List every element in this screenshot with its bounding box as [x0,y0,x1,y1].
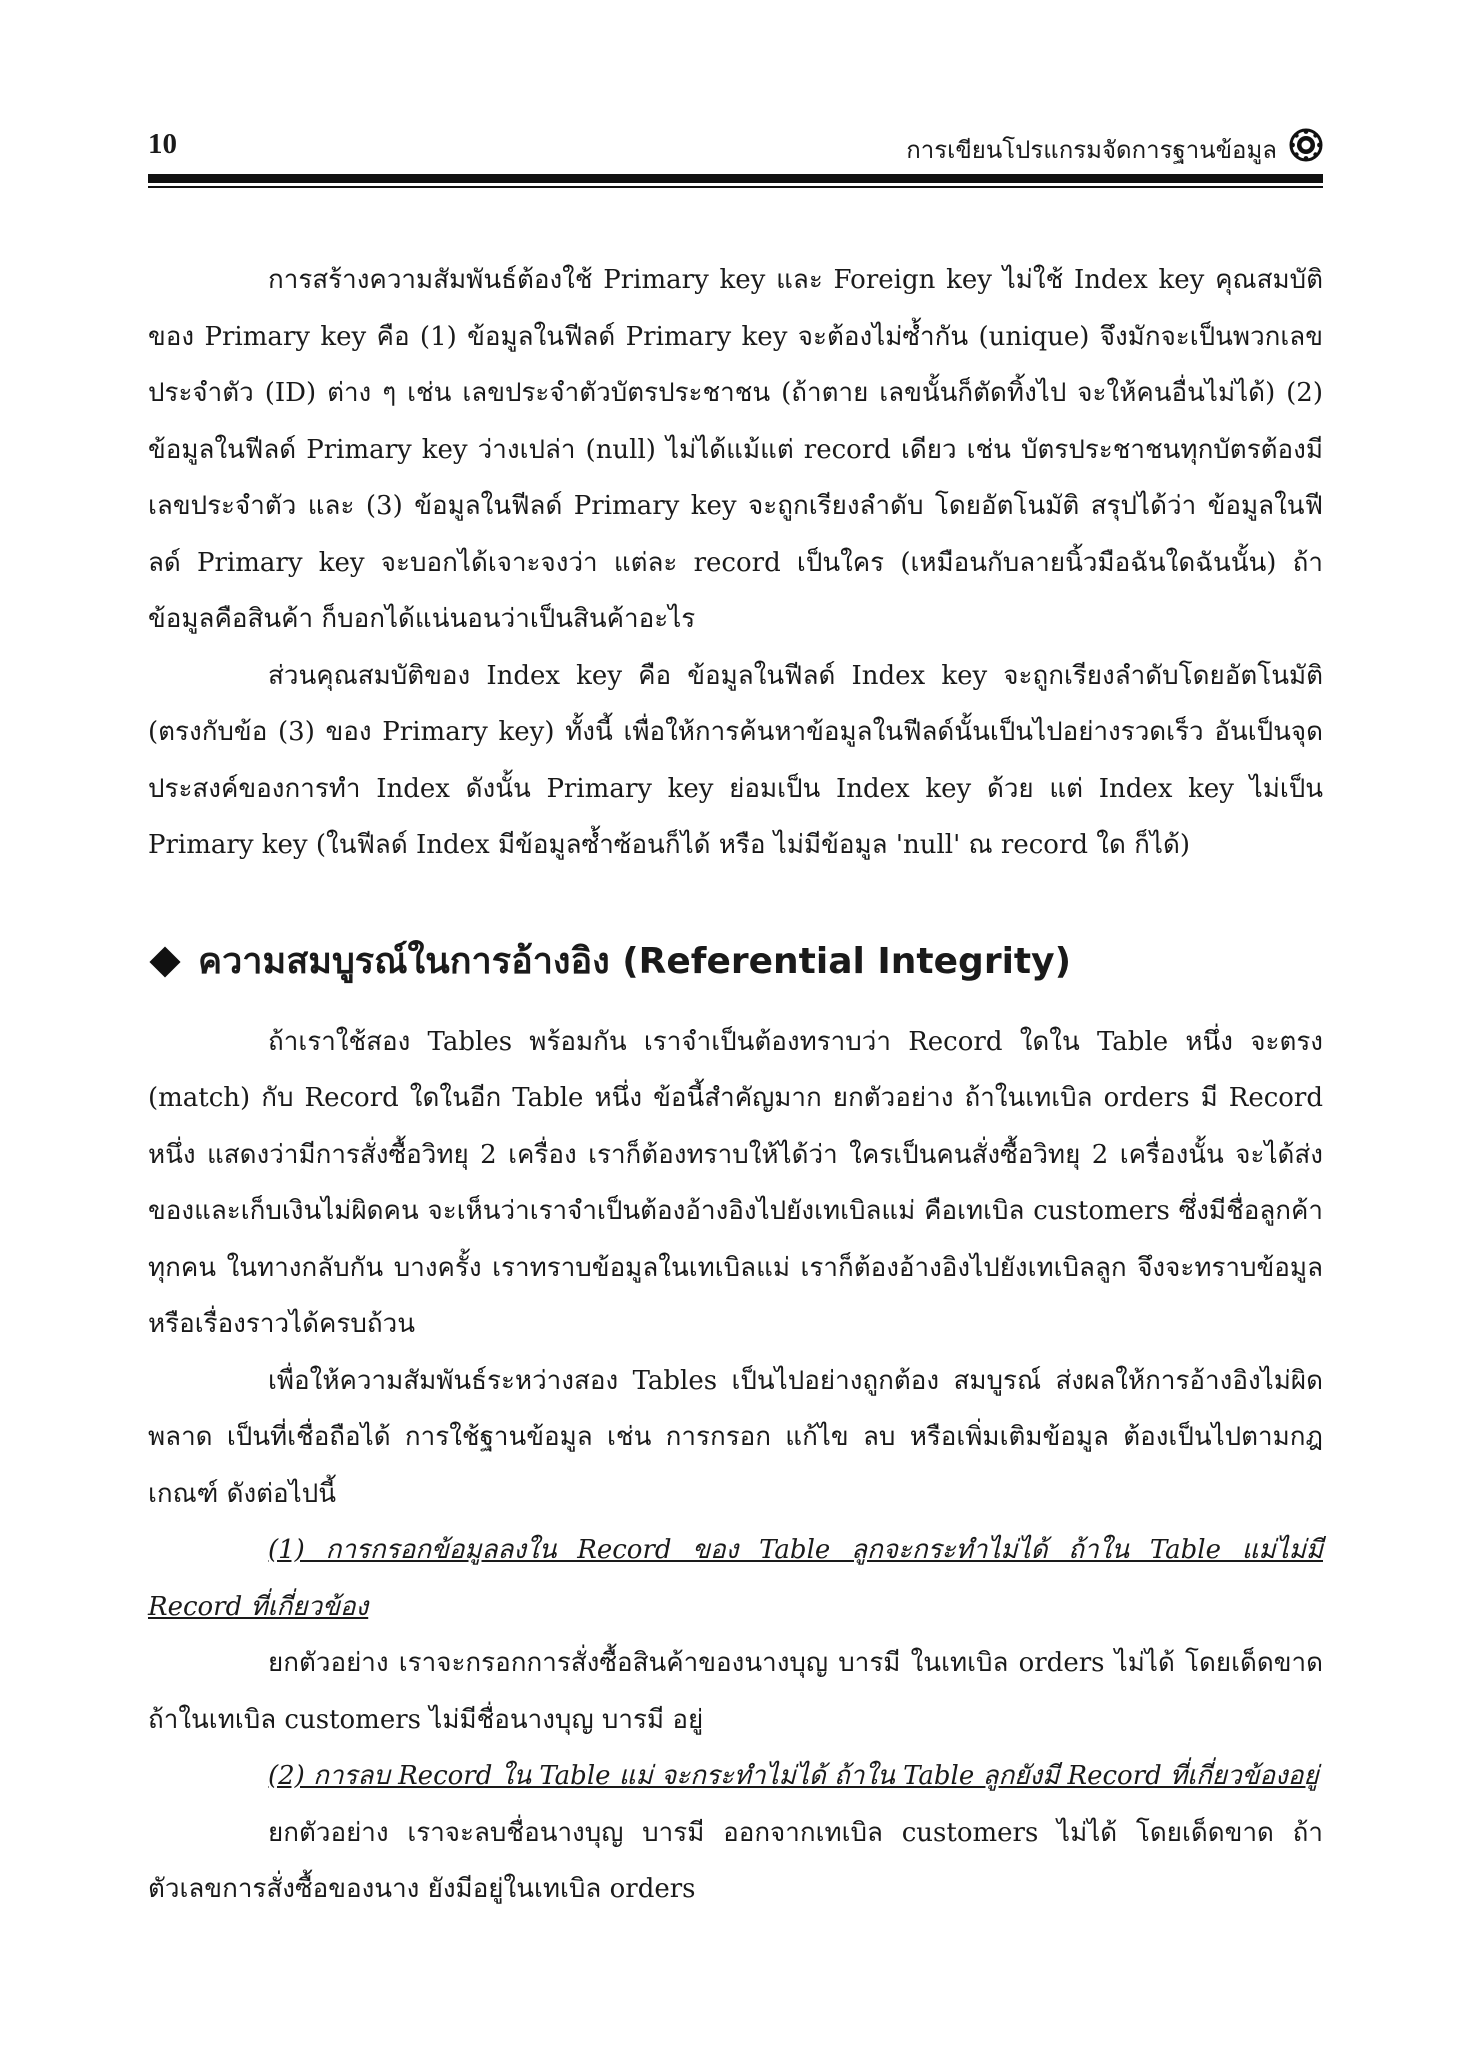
paragraph-referential-intro: ถ้าเราใช้สอง Tables พร้อมกัน เราจำเป็นต้องทราบว่า Record ใดใน Table หนึ่ง จะตรง (match) กับ Record ใดในอีก Table หนึ่ง ข้อนี้สำคัญมาก ยกตัวอย่าง ถ้าในเทเบิล orders มี Record หนึ่ง แสดงว่ามีการสั่งซื้อวิทยุ 2 เครื่อง เราก็ต้องทราบให้ได้ว่า ใครเป็นคนสั่งซื้อวิทยุ 2 เครื่องนั้น จะได้ส่งของและเก็บเงินไม่ผิดคน จะเห็นว่าเราจำเป็นต้องอ้างอิงไปยังเทเบิลแม่ คือเทเบิล customers ซึ่งมีชื่อลูกค้าทุกคน ในทางกลับกัน บางครั้ง เราทราบข้อมูลในเทเบิลแม่ เราก็ต้องอ้างอิงไปยังเทเบิลลูก จึงจะทราบข้อมูล หรือเรื่องราวได้ครบถ้วน [148,1026,1323,1339]
rule-2-example: ยกตัวอย่าง เราจะลบชื่อนางบุญ บารมี ออกจากเทเบิล customers ไม่ได้ โดยเด็ดขาด ถ้าตัวเลขการสั่งซื้อของนาง ยังมีอยู่ในเทเบิล orders [148,1817,1323,1904]
header-rule-thick [148,174,1323,183]
paragraph-rules-intro: เพื่อให้ความสัมพันธ์ระหว่างสอง Tables เป็นไปอย่างถูกต้อง สมบูรณ์ ส่งผลให้การอ้างอิงไม่ผิดพลาด เป็นที่เชื่อถือได้ การใช้ฐานข้อมูล เช่น การกรอก แก้ไข ลบ หรือเพิ่มเติมข้อมูล ต้องเป็นไปตามกฎเกณฑ์ ดังต่อไปนี้ [148,1365,1323,1509]
header-rule-thin [148,186,1323,188]
rule-1: (1) การกรอกข้อมูลลงใน Record ของ Table ลูกจะกระทำไม่ได้ ถ้าใน Table แม่ไม่มี Record ที่เกี่ยวข้อง [148,1535,1323,1622]
rule-1-example: ยกตัวอย่าง เราจะกรอกการสั่งซื้อสินค้าของนางบุญ บารมี ในเทเบิล orders ไม่ได้ โดยเด็ดขาด ถ้าในเทเบิล customers ไม่มีชื่อนางบุญ บารมี อยู่ [148,1648,1323,1735]
diamond-bullet-icon [149,946,180,977]
gear-flower-icon [1289,128,1323,162]
section-heading [148,936,1323,988]
paragraph-index-key: ส่วนคุณสมบัติของ Index key คือ ข้อมูลในฟีลด์ Index key จะถูกเรียงลำดับโดยอัตโนมัติ (ตรงกับข้อ (3) ของ Primary key) ทั้งนี้ เพื่อให้การค้นหาข้อมูลในฟีลด์นั้นเป็นไปอย่างรวดเร็ว อันเป็นจุดประสงค์ของการทำ Index ดังนั้น Primary key ย่อมเป็น Index key ด้วย แต่ Index key ไม่เป็น Primary key (ในฟีลด์ Index มีข้อมูลซ้ำซ้อนก็ได้ หรือ ไม่มีข้อมูล 'null' ณ record ใด ก็ได้) [148,660,1323,860]
paragraph-primary-key: การสร้างความสัมพันธ์ต้องใช้ Primary key และ Foreign key ไม่ใช้ Index key คุณสมบัติของ Primary key คือ (1) ข้อมูลในฟีลด์ Primary key จะต้องไม่ซ้ำกัน (unique) จึงมักจะเป็นพวกเลขประจำตัว (ID) ต่าง ๆ เช่น เลขประจำตัวบัตรประชาชน (ถ้าตาย เลขนั้นก็ตัดทิ้งไป จะให้คนอื่นไม่ได้) (2) ข้อมูลในฟีลด์ Primary key ว่างเปล่า (null) ไม่ได้แม้แต่ record เดียว เช่น บัตรประชาชนทุกบัตรต้องมีเลขประจำตัว และ (3) ข้อมูลในฟีลด์ Primary key จะถูกเรียงลำดับ โดยอัตโนมัติ สรุปได้ว่า ข้อมูลในฟีลด์ Primary key จะบอกได้เจาะจงว่า แต่ละ record เป็นใคร (เหมือนกับลายนิ้วมือฉันใดฉันนั้น) ถ้าข้อมูลคือสินค้า ก็บอกได้แน่นอนว่าเป็นสินค้าอะไร [148,265,1323,634]
running-title: การเขียนโปรแกรมจัดการฐานข้อมูล [906,136,1277,164]
page-header [148,128,1323,174]
rule-2: (2) การลบ Record ใน Table แม่ จะกระทำไม่ได้ ถ้าใน Table ลูกยังมี Record ที่เกี่ยวข้องอยู่ [268,1761,1319,1791]
page-number: 10 [148,128,177,160]
page-content [148,252,1323,1918]
section-title: ความสมบูรณ์ในการอ้างอิง (Referential Integrity) [198,940,1072,982]
